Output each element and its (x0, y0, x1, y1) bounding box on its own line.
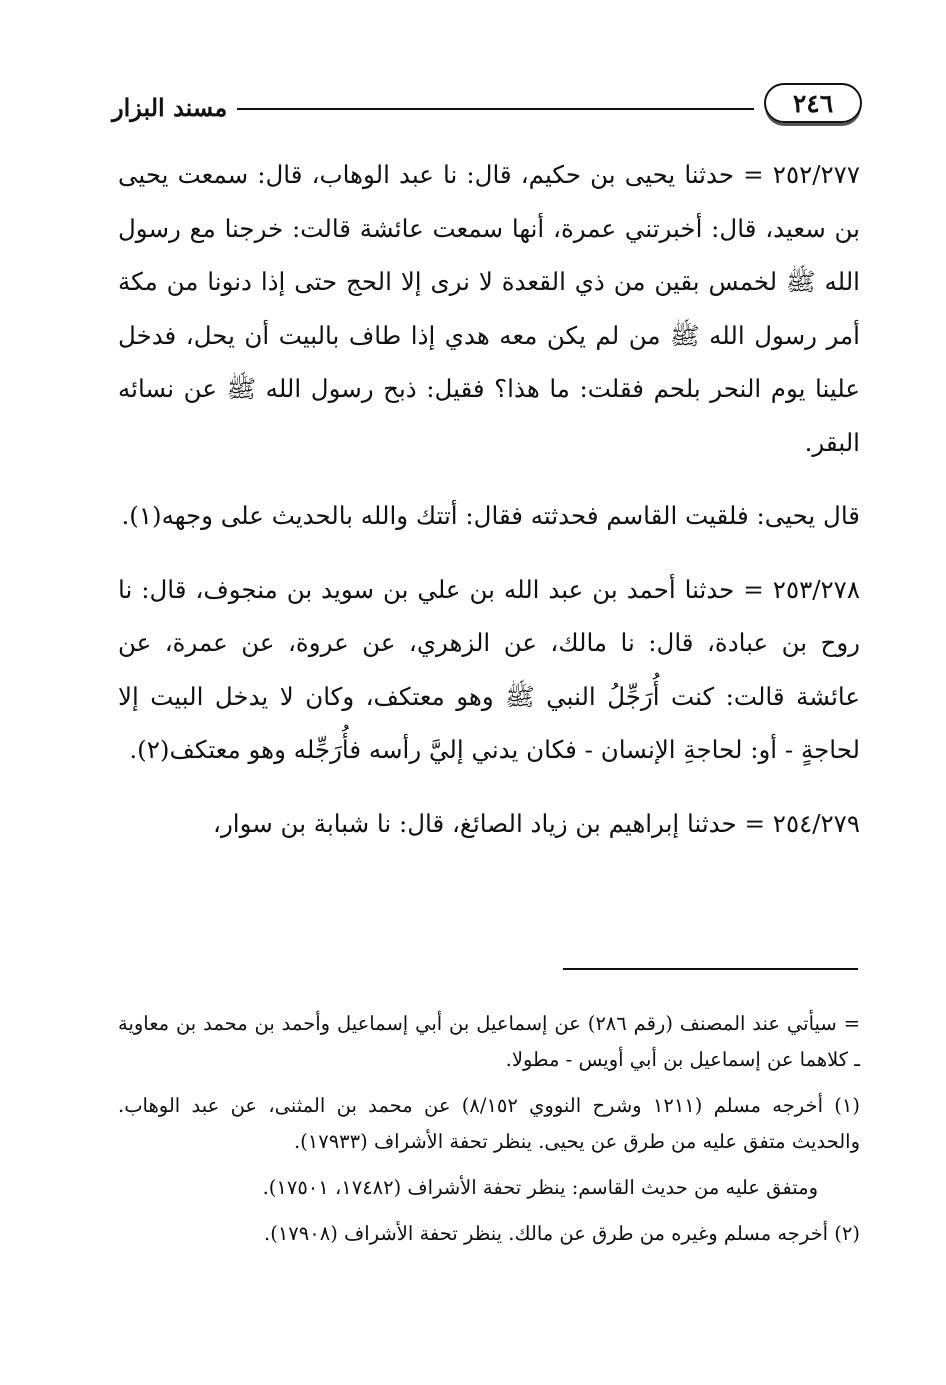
hadith-279: ٢٥٤/٢٧٩ = حدثنا إبراهيم بن زياد الصائغ، قال: نا شبابة بن سوار، (213, 808, 860, 838)
hadith-277: ٢٥٢/٢٧٧ = حدثنا يحيى بن حكيم، قال: نا عبد الوهاب، قال: سمعت يحيى بن سعيد، قال: أخبرتني عمرة، أنها سمعت عائشة قالت: خرجنا مع رسول الله ﷺ لخمس بقين من ذي القعدة لا نرى إلا الحج حتى إذا دنونا من مكة أمر رسول الله ﷺ من لم يكن معه هدي إذا طاف بالبيت أن يحل، فدخل علينا يوم النحر بلحم فقلت: ما هذا؟ فقيل: ذبح رسول الله ﷺ عن نسائه البقر. (118, 160, 860, 457)
yahya-comment: قال يحيى: فلقيت القاسم فحدثته فقال: أتتك والله بالحديث على وجهه(١). (121, 501, 860, 530)
page-header (112, 78, 862, 128)
page-number-badge: ٢٤٦ (764, 83, 862, 123)
footnote-1: (١) أخرجه مسلم (١٢١١ وشرح النووي ٨/١٥٢) عن محمد بن المثنى، عن عبد الوهاب. والحديث متفق عليه من طرق عن يحيى. ينظر تحفة الأشراف (١٧٩٣٣). (118, 1094, 861, 1153)
footnote-1-addendum: ومتفق عليه من حديث القاسم: ينظر تحفة الأشراف (١٧٤٨٢، ١٧٥٠١). (262, 1176, 818, 1199)
footnote-2: (٢) أخرجه مسلم وغيره من طرق عن مالك. ينظر تحفة الأشراف (١٧٩٠٨). (264, 1222, 860, 1245)
footnote-continuation: = سيأتي عند المصنف (رقم ٢٨٦) عن إسماعيل بن أبي إسماعيل وأحمد بن محمد بن معاوية ـ كلاهما عن إسماعيل بن أبي أويس - مطولا. (118, 1012, 860, 1071)
header-rule (237, 108, 754, 110)
footnotes (118, 1006, 860, 1262)
main-text (118, 148, 860, 870)
footnote-separator (563, 968, 858, 970)
running-title: مسند البزار (112, 92, 228, 122)
hadith-278: ٢٥٣/٢٧٨ = حدثنا أحمد بن عبد الله بن علي بن سويد بن منجوف، قال: نا روح بن عبادة، قال: نا مالك، عن الزهري، عن عروة، عن عمرة، عن عائشة قالت: كنت أُرَجِّلُ النبي ﷺ وهو معتكف، وكان لا يدخل البيت إلا لحاجةٍ - أو: لحاجةِ الإنسان - فكان يدني إليَّ رأسه فأُرَجِّله وهو معتكف(٢). (118, 574, 860, 764)
